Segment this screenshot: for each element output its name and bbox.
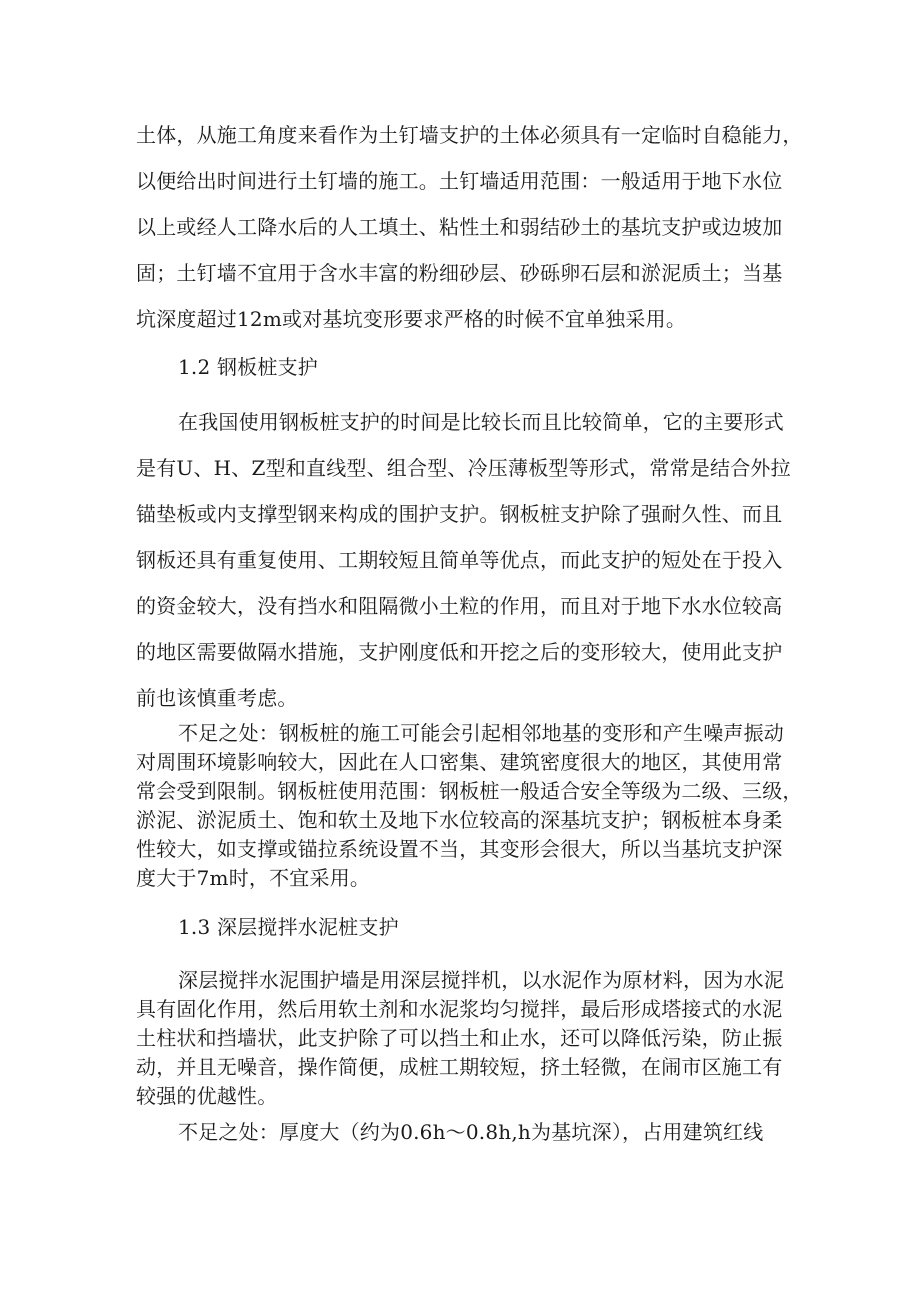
text-line: 坑深度超过12m或对基坑变形要求严格的时候不宜单独采用。 [136, 307, 687, 331]
text-line: 土体，从施工角度来看作为土钉墙支护的土体必须具有一定临时自稳能力， [136, 123, 803, 147]
text-line: 钢板还具有重复使用、工期较短且简单等优点，而此支护的短处在于投入 [136, 548, 783, 572]
text-line: 较强的优越性。 [136, 1084, 278, 1108]
text-line: 性较大，如支撑或锚拉系统设置不当，其变形会很大，所以当基坑支护深 [136, 837, 783, 861]
text-line: 常会受到限制。钢板桩使用范围：钢板桩一般适合安全等级为二级、三级， [136, 779, 803, 803]
section-heading-1-3: 1.3 深层搅拌水泥桩支护 [178, 915, 399, 939]
text-line: 锚垫板或内支撑型钢来构成的围护支护。钢板桩支护除了强耐久性、而且 [136, 502, 783, 526]
text-line: 固；土钉墙不宜用于含水丰富的粉细砂层、砂砾卵石层和淤泥质土；当基 [136, 261, 783, 285]
text-line: 土柱状和挡墙状，此支护除了可以挡土和止水，还可以降低污染，防止振 [136, 1026, 783, 1050]
text-line: 的地区需要做隔水措施，支护刚度低和开挖之后的变形较大，使用此支护 [136, 640, 783, 664]
text-line: 深层搅拌水泥围护墙是用深层搅拌机，以水泥作为原材料，因为水泥 [178, 968, 784, 992]
text-line: 度大于7m时，不宜采用。 [136, 866, 371, 890]
section-heading-1-2: 1.2 钢板桩支护 [178, 355, 318, 379]
text-line: 动，并且无噪音，操作简便，成桩工期较短，挤土轻微，在闹市区施工有 [136, 1055, 783, 1079]
text-line: 的资金较大，没有挡水和阻隔微小土粒的作用，而且对于地下水水位较高 [136, 594, 783, 618]
text-line: 是有U、H、Z型和直线型、组合型、冷压薄板型等形式，常常是结合外拉 [136, 456, 791, 480]
text-line: 具有固化作用，然后用软土剂和水泥浆均匀搅拌，最后形成塔接式的水泥 [136, 997, 783, 1021]
text-line: 淤泥、淤泥质土、饱和软土及地下水位较高的深基坑支护；钢板桩本身柔 [136, 808, 783, 832]
text-line: 前也该慎重考虑。 [136, 686, 298, 710]
text-line: 对周围环境影响较大，因此在人口密集、建筑密度很大的地区，其使用常 [136, 750, 783, 774]
text-line: 以便给出时间进行土钉墙的施工。土钉墙适用范围：一般适用于地下水位 [136, 169, 783, 193]
text-line: 在我国使用钢板桩支护的时间是比较长而且比较简单，它的主要形式 [178, 410, 784, 434]
text-line: 不足之处：厚度大（约为0.6h～0.8h,h为基坑深），占用建筑红线 [178, 1120, 764, 1144]
text-line: 不足之处：钢板桩的施工可能会引起相邻地基的变形和产生噪声振动 [178, 721, 784, 745]
text-line: 以上或经人工降水后的人工填土、粘性土和弱结砂土的基坑支护或边坡加 [136, 215, 783, 239]
